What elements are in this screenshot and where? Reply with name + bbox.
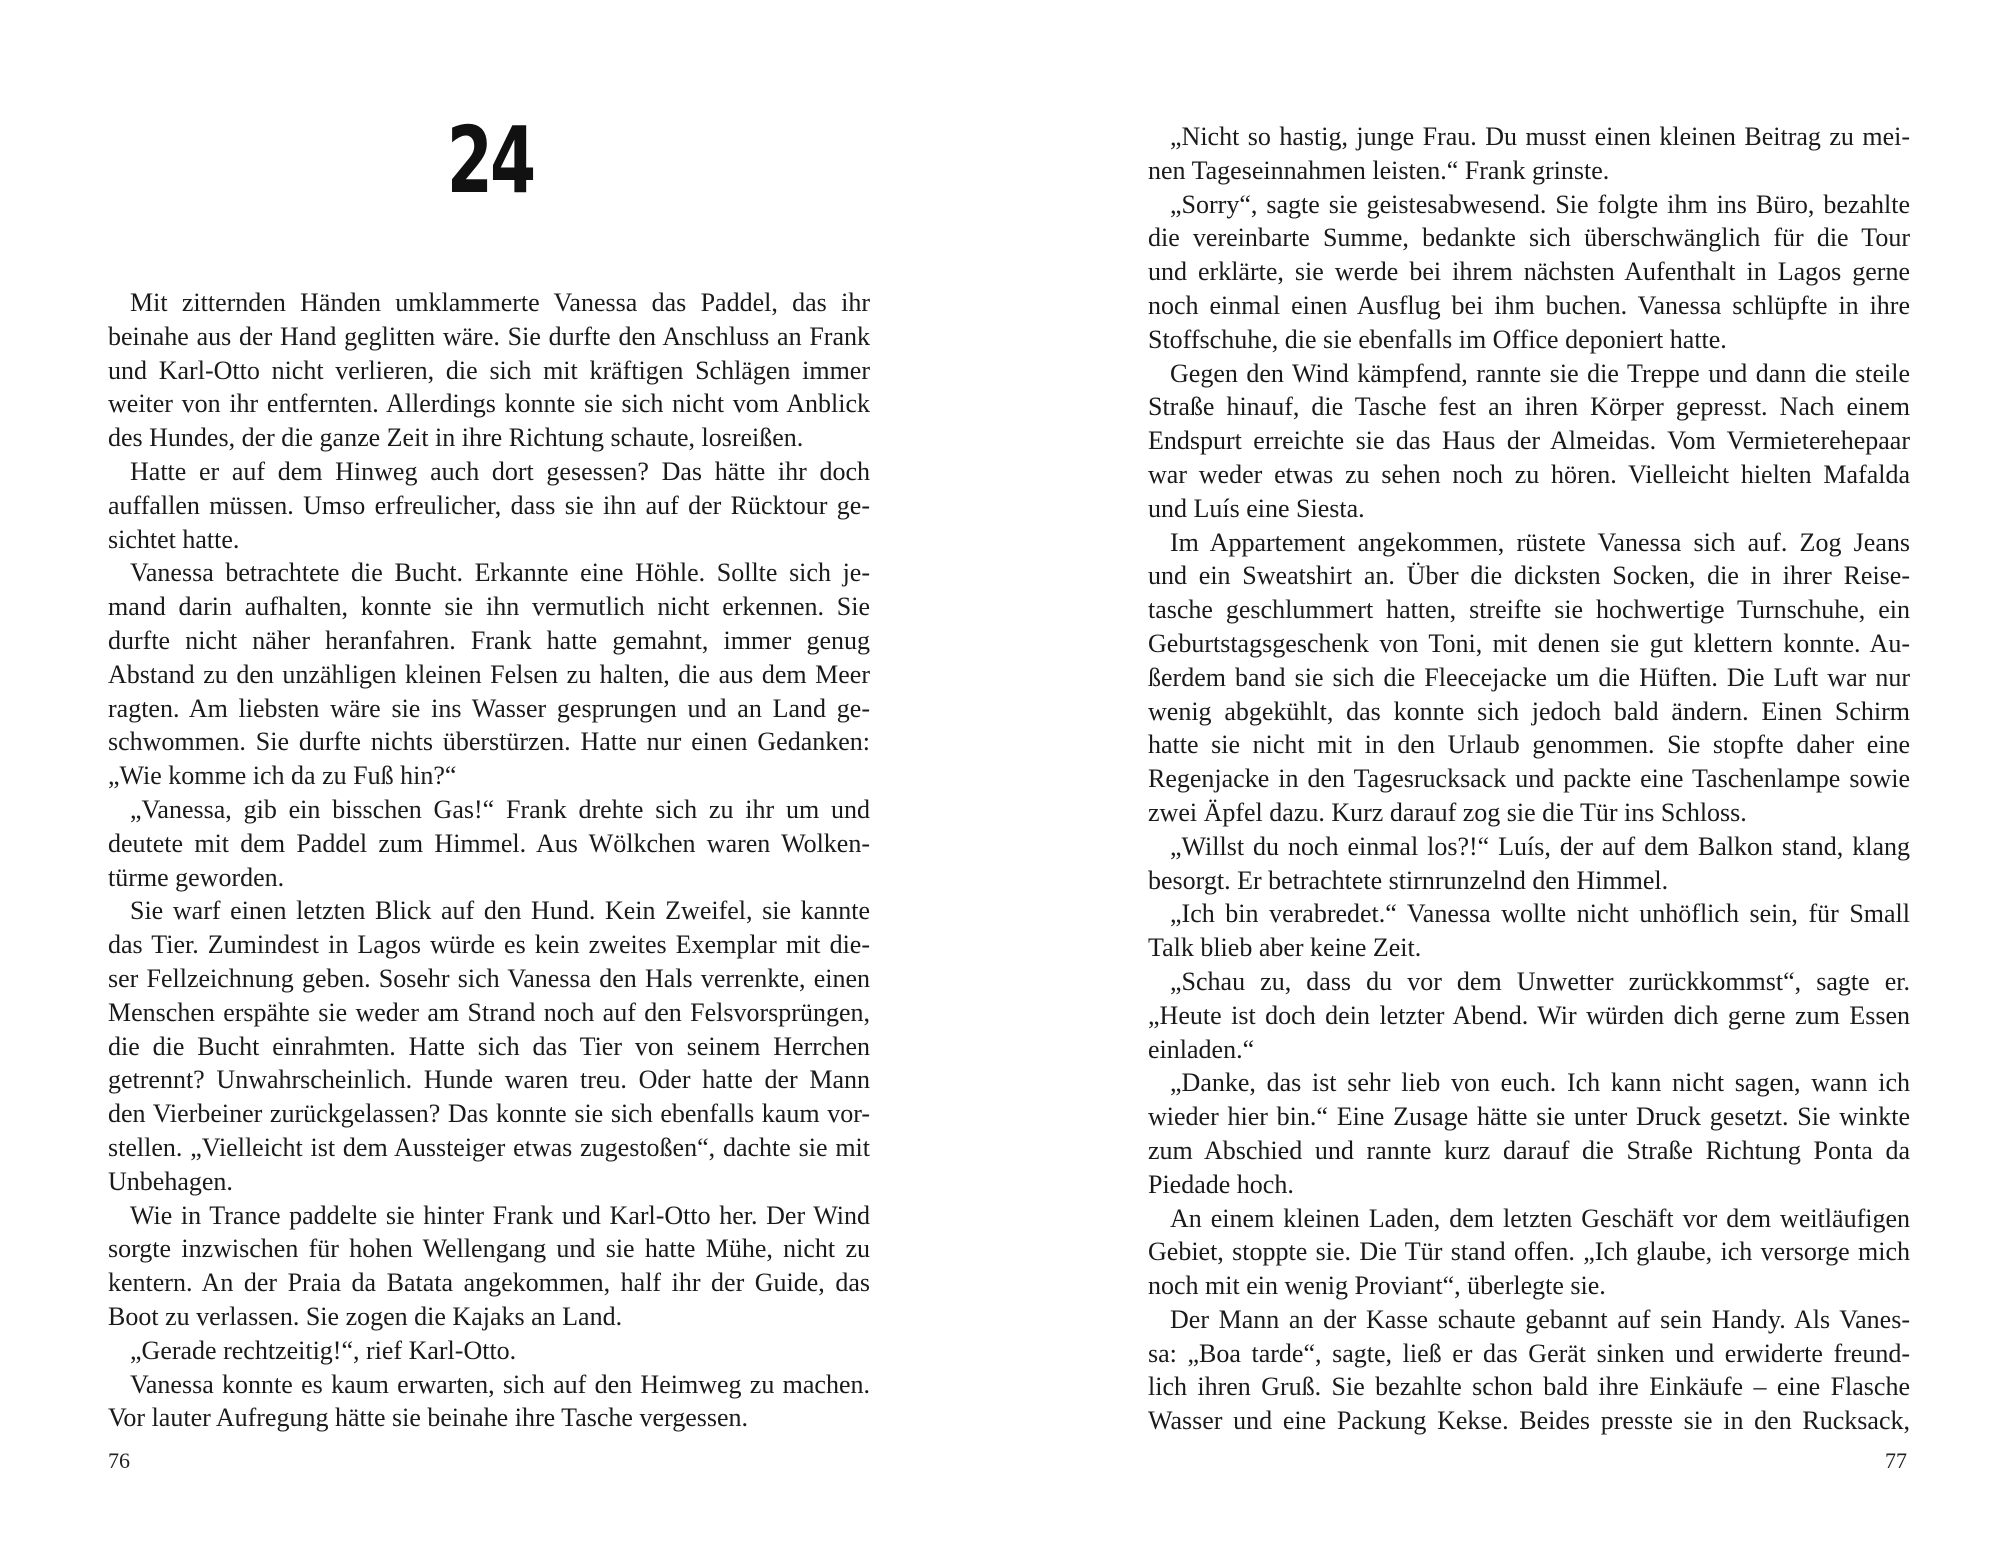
text-line: „Ich bin verabredet.“ Vanessa wollte nicht unhöflich sein, für Small (1170, 899, 1910, 929)
text-line: und Karl-Otto nicht verlieren, die sich mit kräftigen Schlägen immer (108, 355, 870, 385)
text-line: türme geworden. (108, 862, 285, 892)
text-line: sichtet hatte. (108, 524, 240, 554)
text-line: Boot zu verlassen. Sie zogen die Kajaks an Land. (108, 1301, 623, 1331)
text-line: Gegen den Wind kämpfend, rannte sie die Treppe und dann die steile (1170, 358, 1910, 388)
text-line: „Wie komme ich da zu Fuß hin?“ (108, 761, 457, 791)
text-line: durfte nicht näher heranfahren. Frank hatte gemahnt, immer genug (108, 625, 870, 655)
text-line: Gebiet, stoppte sie. Die Tür stand offen. „Ich glaube, ich versorge mich (1148, 1237, 1910, 1267)
text-line: „Nicht so hastig, junge Frau. Du musst einen kleinen Beitrag zu mei- (1170, 122, 1910, 151)
text-line: kentern. An der Praia da Batata angekommen, half ihr der Guide, das (108, 1268, 870, 1298)
text-line: An einem kleinen Laden, dem letzten Geschäft vor dem weitläufigen (1170, 1203, 1910, 1233)
text-line: die vereinbarte Summe, bedankte sich überschwänglich für die Tour (1148, 223, 1910, 253)
text-line: besorgt. Er betrachtete stirnrunzelnd den Himmel. (1148, 865, 1669, 895)
text-line: tasche geschlummert hatten, streifte sie hochwertige Turnschuhe, ein (1148, 595, 1910, 625)
text-line: zwei Äpfel dazu. Kurz darauf zog sie die Tür ins Schloss. (1148, 797, 1747, 827)
text-line: Wie in Trance paddelte sie hinter Frank und Karl-Otto her. Der Wind (130, 1200, 870, 1230)
text-line: Hatte er auf dem Hinweg auch dort gesessen? Das hätte ihr doch (130, 456, 870, 486)
text-line: wenig abgekühlt, das konnte sich jedoch bald ändern. Einen Schirm (1148, 696, 1910, 726)
text-line: die die Bucht einrahmten. Hatte sich das Tier von seinem Herrchen (108, 1031, 870, 1061)
paragraph (108, 894, 870, 1198)
page-number-left: 76 (108, 1448, 130, 1473)
paragraph (1148, 526, 1910, 830)
text-line: Unbehagen. (108, 1166, 233, 1196)
text-line: Geburtstagsgeschenk von Toni, mit denen sie gut klettern konnte. Au- (1148, 628, 1910, 658)
left-text-block (108, 286, 870, 1435)
text-line: des Hundes, der die ganze Zeit in ihre Richtung schaute, losreißen. (108, 423, 804, 453)
right-page (1000, 0, 2000, 1545)
text-line: „Sorry“, sagte sie geistesabwesend. Sie folgte ihm ins Büro, bezahlte (1170, 189, 1910, 219)
paragraph (108, 1334, 870, 1368)
text-line: Endspurt erreichte sie das Haus der Almeidas. Vom Vermieterehepaar (1148, 426, 1910, 456)
text-line: „Gerade rechtzeitig!“, rief Karl-Otto. (130, 1335, 517, 1365)
text-line: „Willst du noch einmal los?!“ Luís, der auf dem Balkon stand, klang (1170, 831, 1910, 861)
paragraph (108, 286, 870, 455)
text-line: mand darin aufhalten, konnte sie ihn vermutlich nicht erkennen. Sie (108, 592, 870, 622)
paragraph (1148, 357, 1910, 526)
text-line: getrennt? Unwahrscheinlich. Hunde waren treu. Oder hatte der Mann (108, 1065, 870, 1095)
text-line: ser Fellzeichnung geben. Sosehr sich Vanessa den Hals verrenkte, einen (108, 963, 870, 993)
text-line: noch mit ein wenig Proviant“, überlegte sie. (1148, 1271, 1606, 1301)
text-line: nen Tageseinnahmen leisten.“ Frank grinste. (1148, 155, 1610, 185)
text-line: das Tier. Zumindest in Lagos würde es kein zweites Exemplar mit die- (108, 930, 870, 960)
text-line: Piedade hoch. (1148, 1169, 1294, 1199)
text-line: Stoffschuhe, die sie ebenfalls im Office deponiert hatte. (1148, 324, 1727, 354)
paragraph (1148, 188, 1910, 357)
text-line: schwommen. Sie durfte nichts überstürzen. Hatte nur einen Gedanken: (108, 727, 870, 757)
text-line: Vanessa konnte es kaum erwarten, sich auf den Heimweg zu machen. (130, 1369, 870, 1399)
text-line: ragten. Am liebsten wäre sie ins Wasser gesprungen und an Land ge- (108, 693, 870, 723)
page-number-right: 77 (1885, 1448, 1907, 1473)
paragraph (1148, 830, 1910, 898)
right-text-block (1148, 120, 1910, 1438)
text-line: „Schau zu, dass du vor dem Unwetter zurückkommst“, sagte er. (1170, 966, 1910, 996)
text-line: „Danke, das ist sehr lieb von euch. Ich kann nicht sagen, wann ich (1170, 1068, 1910, 1098)
text-line: Straße hinauf, die Tasche fest an ihren Körper gepresst. Nach einem (1148, 392, 1910, 422)
text-line: und Luís eine Siesta. (1148, 493, 1365, 523)
text-line: wieder hier bin.“ Eine Zusage hätte sie unter Druck gesetzt. Sie winkte (1148, 1102, 1910, 1132)
text-line: „Vanessa, gib ein bisschen Gas!“ Frank drehte sich zu ihr um und (130, 794, 870, 824)
text-line: „Heute ist doch dein letzter Abend. Wir würden dich gerne zum Essen (1148, 1000, 1910, 1030)
paragraph (1148, 120, 1910, 188)
text-line: Sie warf einen letzten Blick auf den Hund. Kein Zweifel, sie kannte (130, 896, 870, 926)
text-line: zum Abschied und rannte kurz darauf die Straße Richtung Ponta da (1148, 1135, 1910, 1165)
paragraph (108, 1199, 870, 1334)
text-line: Im Appartement angekommen, rüstete Vanessa sich auf. Zog Jeans (1170, 527, 1910, 557)
text-line: und ein Sweatshirt an. Über die dicksten Socken, die in ihrer Reise- (1148, 561, 1910, 591)
paragraph (1148, 1202, 1910, 1303)
text-line: hatte sie nicht mit in den Urlaub genommen. Sie stopfte daher eine (1148, 730, 1910, 760)
text-line: Der Mann an der Kasse schaute gebannt auf sein Handy. Als Vanes- (1170, 1304, 1910, 1334)
text-line: einladen.“ (1148, 1034, 1255, 1064)
text-line: Mit zitternden Händen umklammerte Vanessa das Paddel, das ihr (130, 288, 870, 317)
text-line: Regenjacke in den Tagesrucksack und packte eine Taschenlampe sowie (1148, 764, 1910, 794)
paragraph (1148, 897, 1910, 965)
text-line: Vor lauter Aufregung hätte sie beinahe ihre Tasche vergessen. (108, 1403, 749, 1433)
paragraph (1148, 965, 1910, 1066)
text-line: sa: „Boa tarde“, sagte, ließ er das Gerät sinken und erwiderte freund- (1148, 1338, 1910, 1368)
paragraph (1148, 1303, 1910, 1438)
text-line: auffallen müssen. Umso erfreulicher, dass sie ihn auf der Rücktour ge- (108, 490, 870, 520)
text-line: Talk blieb aber keine Zeit. (1148, 933, 1422, 963)
text-line: und erklärte, sie werde bei ihrem nächsten Aufenthalt in Lagos gerne (1148, 257, 1910, 287)
paragraph (108, 455, 870, 556)
text-line: den Vierbeiner zurückgelassen? Das konnte sie sich ebenfalls kaum vor- (108, 1099, 870, 1129)
text-line: war weder etwas zu sehen noch zu hören. Vielleicht hielten Mafalda (1148, 459, 1910, 489)
text-line: Abstand zu den unzähligen kleinen Felsen zu halten, die aus dem Meer (108, 659, 870, 689)
text-line: ßerdem band sie sich die Fleecejacke um die Hüften. Die Luft war nur (1148, 662, 1910, 692)
text-line: noch einmal einen Ausflug bei ihm buchen. Vanessa schlüpfte in ihre (1148, 290, 1910, 320)
paragraph (108, 1368, 870, 1436)
text-line: sorgte inzwischen für hohen Wellengang und sie hatte Mühe, nicht zu (108, 1234, 870, 1264)
paragraph (108, 556, 870, 793)
text-line: beinahe aus der Hand geglitten wäre. Sie durfte den Anschluss an Frank (108, 321, 870, 351)
paragraph (108, 793, 870, 894)
text-line: Menschen erspähte sie weder am Strand noch auf den Felsvorsprüngen, (108, 997, 870, 1027)
text-line: deutete mit dem Paddel zum Himmel. Aus Wölkchen waren Wolken- (108, 828, 870, 858)
text-line: lich ihren Gruß. Sie bezahlte schon bald ihre Einkäufe – eine Flasche (1148, 1372, 1910, 1402)
text-line: stellen. „Vielleicht ist dem Aussteiger etwas zugestoßen“, dachte sie mit (108, 1132, 870, 1162)
text-line: Vanessa betrachtete die Bucht. Erkannte eine Höhle. Sollte sich je- (130, 558, 870, 588)
paragraph (1148, 1066, 1910, 1201)
chapter-number: 24 (446, 107, 534, 214)
text-line: weiter von ihr entfernten. Allerdings konnte sie sich nicht vom Anblick (108, 389, 870, 419)
text-line: Wasser und eine Packung Kekse. Beides presste sie in den Rucksack, (1148, 1406, 1910, 1436)
